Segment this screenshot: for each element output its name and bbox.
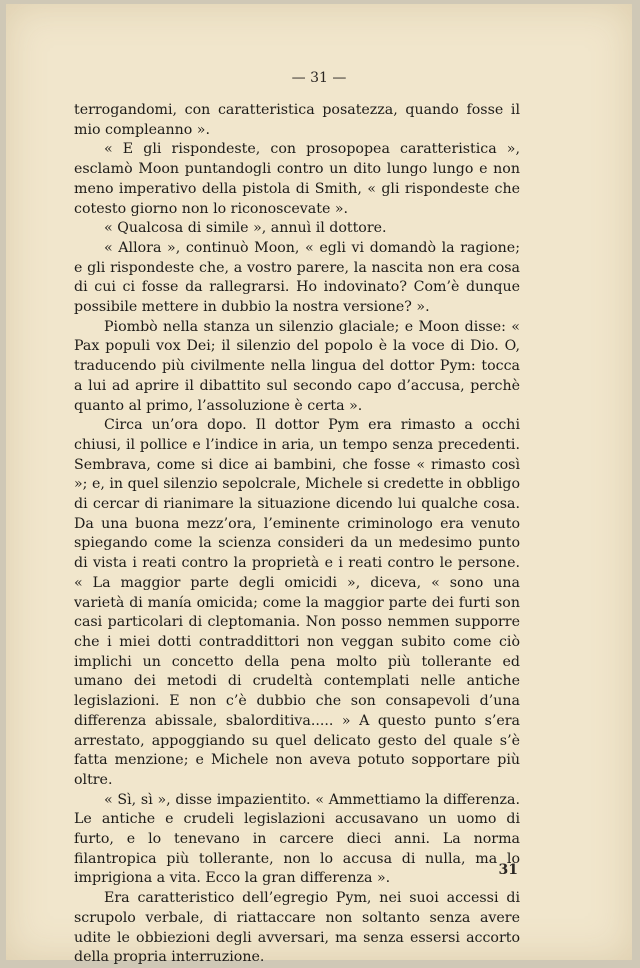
paragraph: terrogandomi, con caratteristica posatezza, quando fosse il mio compleanno ». (74, 102, 520, 138)
paragraph: Piombò nella stanza un silenzio glaciale; e Moon disse: « Pax populi vox Dei; il silenzio del popolo è la voce di Dio. O, traducendo più civilmente nella lingua del dottor Pym: tocca a lui ad aprire il dibattito sul secondo capo d’accusa, perchè quanto al primo, l’assoluzione è certa ». (74, 318, 520, 414)
paragraph: Era caratteristico dell’egregio Pym, nei suoi accessi di scrupolo verbale, di riattaccare non soltanto senza avere udite le obbiezioni degli avversari, ma senza essersi accorto della propria interruzione. (74, 890, 520, 966)
paragraph: Circa un’ora dopo. Il dottor Pym era rimasto a occhi chiusi, il pollice e l’indice in aria, un tempo senza precedenti. Sembrava, come si dice ai bambini, che fosse « rimasto così »; e, in quel silenzio sepolcrale, Michele si credette in obbligo di cercar di rianimare la situazione dicendo lui qualche cosa. Da una buona mezz’ora, l’eminente criminologo era venuto spiegando come la scienza consideri da un medesimo punto di vista i reati contro la proprietà e i reati contro le persone. « La maggior parte degli omicidi », diceva, « sono una varietà di manía omicida; come la maggior parte dei furti son casi particolari di cleptomania. Non posso nemmen supporre che i miei dotti contraddittori non veggan subito come ciò implichi un concetto della pena molto più tollerante ed umano dei metodi di crudeltà contemplati nelle antiche legislazioni. E non c’è dubbio che son consapevoli d’una differenza abissale, sbalorditiva..... » A questo punto s’era arrestato, appoggiando su quel delicato gesto del quale s’è fatta menzione; e Michele non aveva potuto sopportare più oltre. (74, 417, 520, 788)
page-number: 31 (498, 862, 518, 878)
page-body (74, 101, 520, 968)
paragraph: « Allora », continuò Moon, « egli vi domandò la ragione; e gli rispondeste che, a vostro parere, la nascita non era cosa di cui ci fosse da rallegrarsi. Ho indovinato? Com’è dunque possibile mettere in dubbio la nostra versione? ». (74, 239, 520, 316)
book-page (6, 4, 632, 966)
paragraph: « Qualcosa di simile », annuì il dottore. (104, 220, 387, 237)
paragraph: « Sì, sì », disse impazientito. « Ammettiamo la differenza. Le antiche e crudeli legislazioni accusavano un uomo di furto, e lo tenevano in carcere dieci anni. La norma filantropica più tollerante, non lo accusa di nulla, ma lo imprigiona a vita. Ecco la gran differenza ». (74, 791, 520, 887)
paragraph: « E gli rispondeste, con prosopopea caratteristica », esclamò Moon puntandogli contro un dito lungo lungo e non meno imperativo della pistola di Smith, « gli rispondeste che cotesto giorno non lo riconoscevate ». (74, 141, 520, 217)
page-header: — 31 — (291, 70, 347, 86)
